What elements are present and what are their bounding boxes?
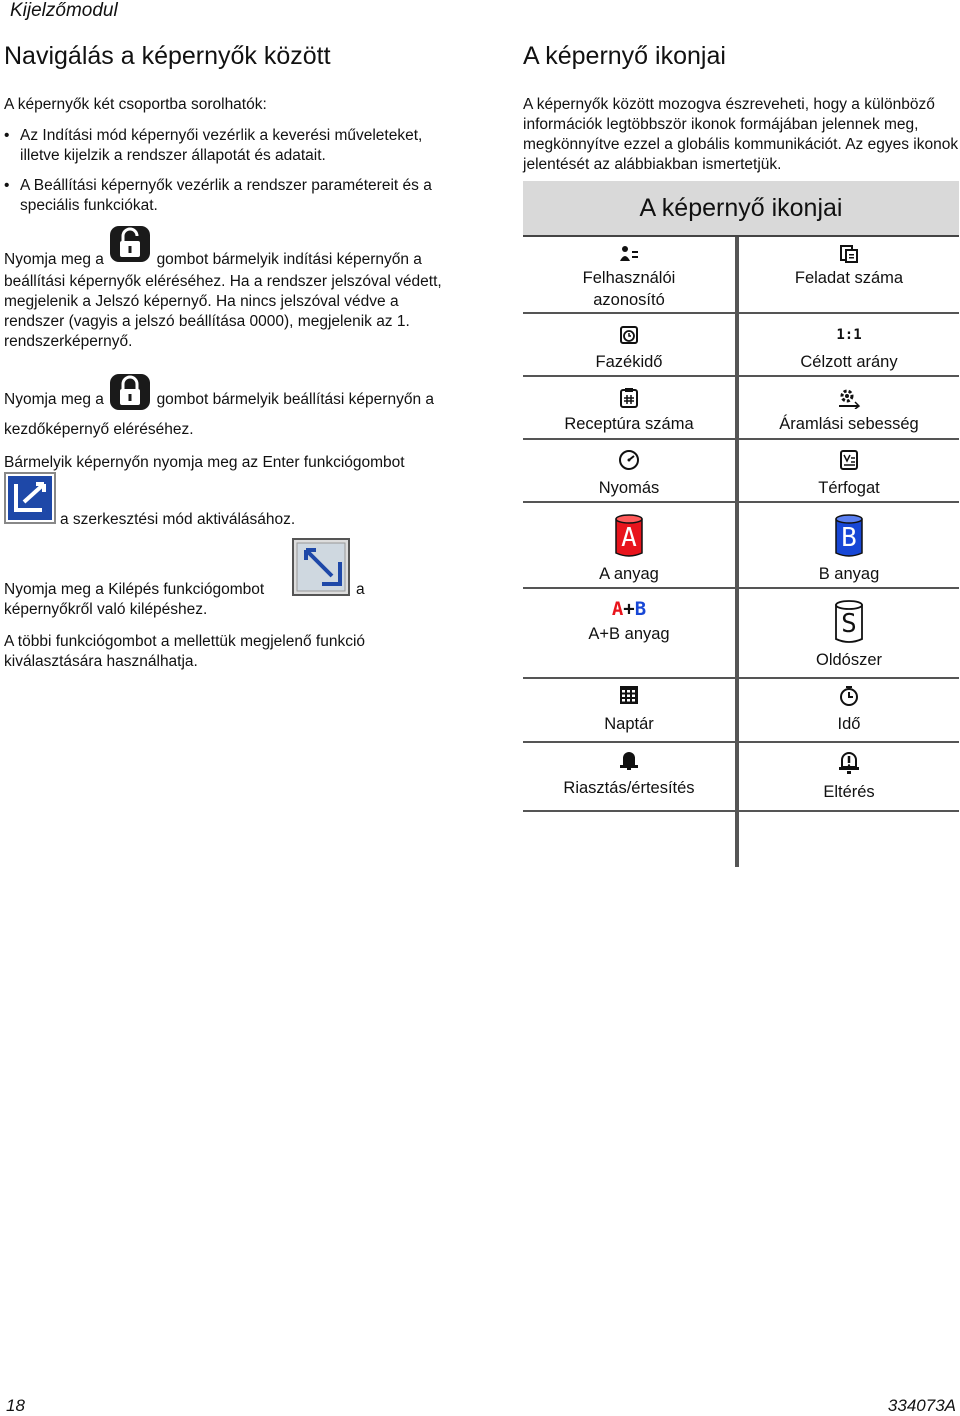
calendar-icon xyxy=(619,685,639,705)
time-label: Idő xyxy=(837,715,861,733)
flow-rate-icon xyxy=(837,387,861,409)
icon-cell-material-a xyxy=(523,513,735,585)
solvent-label: Oldószer xyxy=(815,651,883,669)
user-id-icon xyxy=(619,245,639,263)
para-home-start: Nyomja meg a xyxy=(4,391,104,409)
icon-cell-alarm xyxy=(523,749,735,799)
icon-cell-calendar xyxy=(523,685,735,735)
icon-table-grid xyxy=(523,237,959,867)
running-header: Kijelzőmodul xyxy=(10,0,118,21)
material-a-icon xyxy=(614,513,644,557)
flow-rate-label: Áramlási sebesség xyxy=(779,415,919,433)
material-b-label: B anyag xyxy=(818,565,880,583)
right-intro: A képernyők között mozogva észreveheti, hogy a különböző információk legtöbbször ikonok formájában jelennek meg, megkönnyítve ezzel a globális kommunikációt. Az egyes ikonok jelentését az alábbiakban ismertetjük. xyxy=(523,96,959,173)
right-heading: A képernyő ikonjai xyxy=(523,42,726,70)
setup-key-icon xyxy=(108,224,152,264)
para-exit-start: Nyomja meg a Kilépés funkciógombot xyxy=(4,581,265,598)
row-rule xyxy=(523,312,959,314)
material-ab-icon: A+B xyxy=(611,598,647,620)
para-setup-rest: gombot bármelyik indítási képernyőn a beállítási képernyők eléréséhez. Ha a rendszer jelszóval védett, megjelenik a Jelszó képernyő. Ha nincs jelszóval védve a rendszer (vagyis a jelszó beállítása 0000), megjelenik az 1. rendszerképernyő. xyxy=(4,251,442,350)
ab-glyph-b: B xyxy=(634,598,647,620)
row-rule xyxy=(523,741,959,743)
para-enter: Bármelyik képernyőn nyomja meg az Enter funkciógombot xyxy=(4,454,405,471)
icon-cell-target-ratio xyxy=(739,325,959,373)
icon-cell-time xyxy=(739,685,959,735)
alarm-icon xyxy=(617,749,641,771)
pot-life-icon xyxy=(619,325,639,345)
para-setup-start: Nyomja meg a xyxy=(4,251,104,269)
ab-glyph-a: A xyxy=(611,598,624,620)
para-enter-rest: a szerkesztési mód aktiválásához. xyxy=(60,511,296,528)
icon-cell-material-b xyxy=(739,513,959,585)
job-number-icon xyxy=(840,245,858,263)
material-b-icon xyxy=(834,513,864,557)
material-b-glyph: B xyxy=(841,523,857,553)
para-exit-a: a xyxy=(356,581,365,598)
solvent-icon xyxy=(834,599,864,643)
icon-table xyxy=(523,181,959,867)
calendar-label: Naptár xyxy=(604,715,654,733)
pressure-icon xyxy=(618,449,640,471)
para-home xyxy=(4,380,444,440)
alarm-label: Riasztás/értesítés xyxy=(563,779,695,797)
enter-key-icon xyxy=(4,472,56,529)
material-a-label: A anyag xyxy=(599,565,659,583)
icon-table-title: A képernyő ikonjai xyxy=(523,181,959,237)
exit-key-icon xyxy=(292,538,350,601)
bullet-item: • Az Indítási mód képernyői vezérlik a keverési műveleteket, illetve kijelzik a rendszer állapotát és adatait. xyxy=(4,126,444,166)
icon-cell-job-number xyxy=(739,245,959,289)
icon-cell-volume xyxy=(739,449,959,499)
para-exit-rest: képernyőkről való kilépéshez. xyxy=(4,601,208,618)
icon-cell-deviation xyxy=(739,749,959,803)
page-number: 18 xyxy=(6,1396,25,1415)
home-key-icon xyxy=(108,372,152,412)
row-rule xyxy=(523,810,959,812)
user-id-label: Felhasználói azonosító xyxy=(582,269,676,309)
volume-icon xyxy=(839,449,859,471)
deviation-icon xyxy=(835,749,863,777)
row-rule xyxy=(523,438,959,440)
icon-cell-pot-life xyxy=(523,325,735,373)
pressure-label: Nyomás xyxy=(598,479,660,497)
row-rule xyxy=(523,375,959,377)
material-a-glyph: A xyxy=(621,523,637,553)
icon-cell-flow-rate xyxy=(739,387,959,435)
icon-cell-pressure xyxy=(523,449,735,499)
material-ab-label: A+B anyag xyxy=(588,625,670,643)
para-other-keys: A többi funkciógombot a mellettük megjelenő funkció kiválasztására használhatja. xyxy=(4,633,366,670)
row-rule xyxy=(523,501,959,503)
para-setup xyxy=(4,248,444,352)
icon-cell-user-id xyxy=(523,245,735,311)
left-heading: Navigálás a képernyők között xyxy=(4,42,331,70)
pot-life-label: Fazékidő xyxy=(595,353,663,371)
document-number: 334073A xyxy=(887,1396,956,1415)
volume-label: Térfogat xyxy=(818,479,880,497)
row-rule xyxy=(523,677,959,679)
row-rule xyxy=(523,587,959,589)
deviation-label: Eltérés xyxy=(823,783,875,801)
bullet-item: • A Beállítási képernyők vezérlik a rendszer paramétereit és a speciális funkciókat. xyxy=(4,176,444,216)
recipe-number-icon xyxy=(619,387,639,409)
para-home-rest: gombot bármelyik beállítási képernyőn a kezdőképernyő eléréséhez. xyxy=(4,391,434,438)
job-number-label: Feladat száma xyxy=(794,269,904,287)
icon-cell-solvent xyxy=(739,599,959,671)
intro-text: A képernyők két csoportba sorolhatók: xyxy=(4,96,267,113)
bullet-list xyxy=(4,126,444,216)
icon-cell-material-ab xyxy=(523,599,735,645)
icon-cell-recipe-number xyxy=(523,387,735,435)
target-ratio-label: Célzott arány xyxy=(800,353,898,371)
recipe-number-label: Receptúra száma xyxy=(564,415,694,433)
solvent-glyph: S xyxy=(841,609,857,639)
ratio-icon: 1:1 xyxy=(836,327,862,343)
clock-icon xyxy=(838,685,860,707)
